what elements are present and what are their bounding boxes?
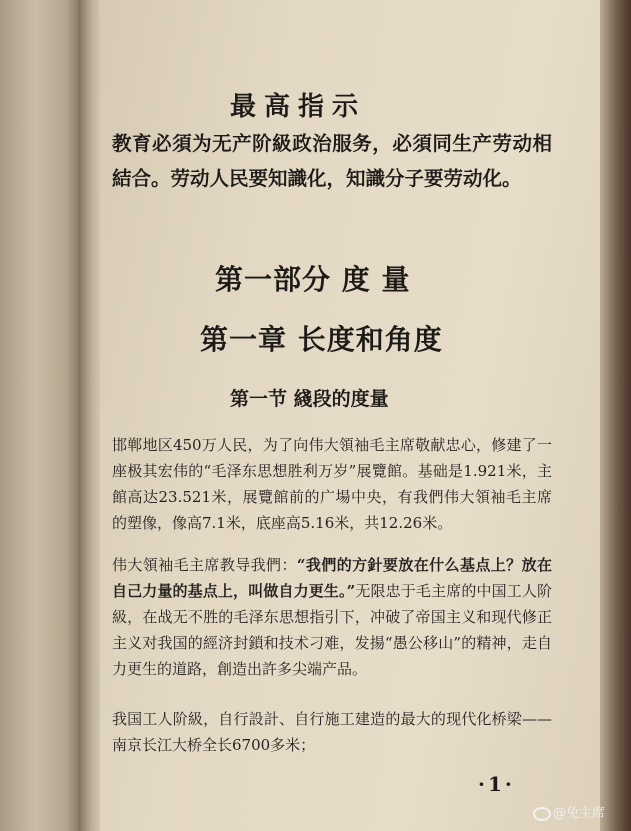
page-header: 最高指示 (230, 92, 367, 122)
paragraph-3: 我国工人阶級，自行設計、自行施工建造的最大的现代化桥梁——南京长江大桥全长6700多米； (112, 710, 552, 754)
left-page (0, 0, 78, 831)
paragraph-2-quote: “我們的方針要放在什么基点上？放在自己力量的基点上，叫做自力更生。” (112, 556, 552, 600)
watermark (533, 802, 605, 821)
watermark-text: @免主席 (553, 806, 606, 821)
page-edge-shadow (600, 0, 631, 831)
paragraph-2-lead: 伟大領袖毛主席教导我們： (112, 556, 297, 574)
paragraph-2-body: 无限忠于毛主席的中国工人阶級，在战无不胜的毛泽东思想指引下，冲破了帝国主义和现代修正主义对我国的經济封鎖和技术刁难，发揚“愚公移山”的精神，走自力更生的道路，創造出許多尖端产品。 (112, 582, 552, 678)
section-title: 第一节 綫段的度量 (230, 388, 389, 410)
weibo-icon (533, 807, 551, 821)
paragraph-2 (112, 552, 552, 682)
book-gutter (78, 0, 102, 831)
page-number: ·1· (478, 772, 515, 796)
quote-text: 教育必須为无产阶級政治服务，必須同生产劳动相結合。劳动人民要知識化，知識分子要劳动化。 (112, 132, 552, 190)
part-title: 第一部分 度 量 (215, 263, 411, 296)
paragraph-1: 邯郸地区450万人民，为了向伟大領袖毛主席敬献忠心，修建了一座极其宏伟的“毛泽东思想胜利万岁”展覽館。基础是1.921米，主館高达23.521米，展覽館前的广場中央，有我們伟大領袖毛主席的塑像，像高7.1米，底座高5.16米，共12.26米。 (112, 436, 552, 532)
chapter-title: 第一章 长度和角度 (200, 323, 443, 356)
